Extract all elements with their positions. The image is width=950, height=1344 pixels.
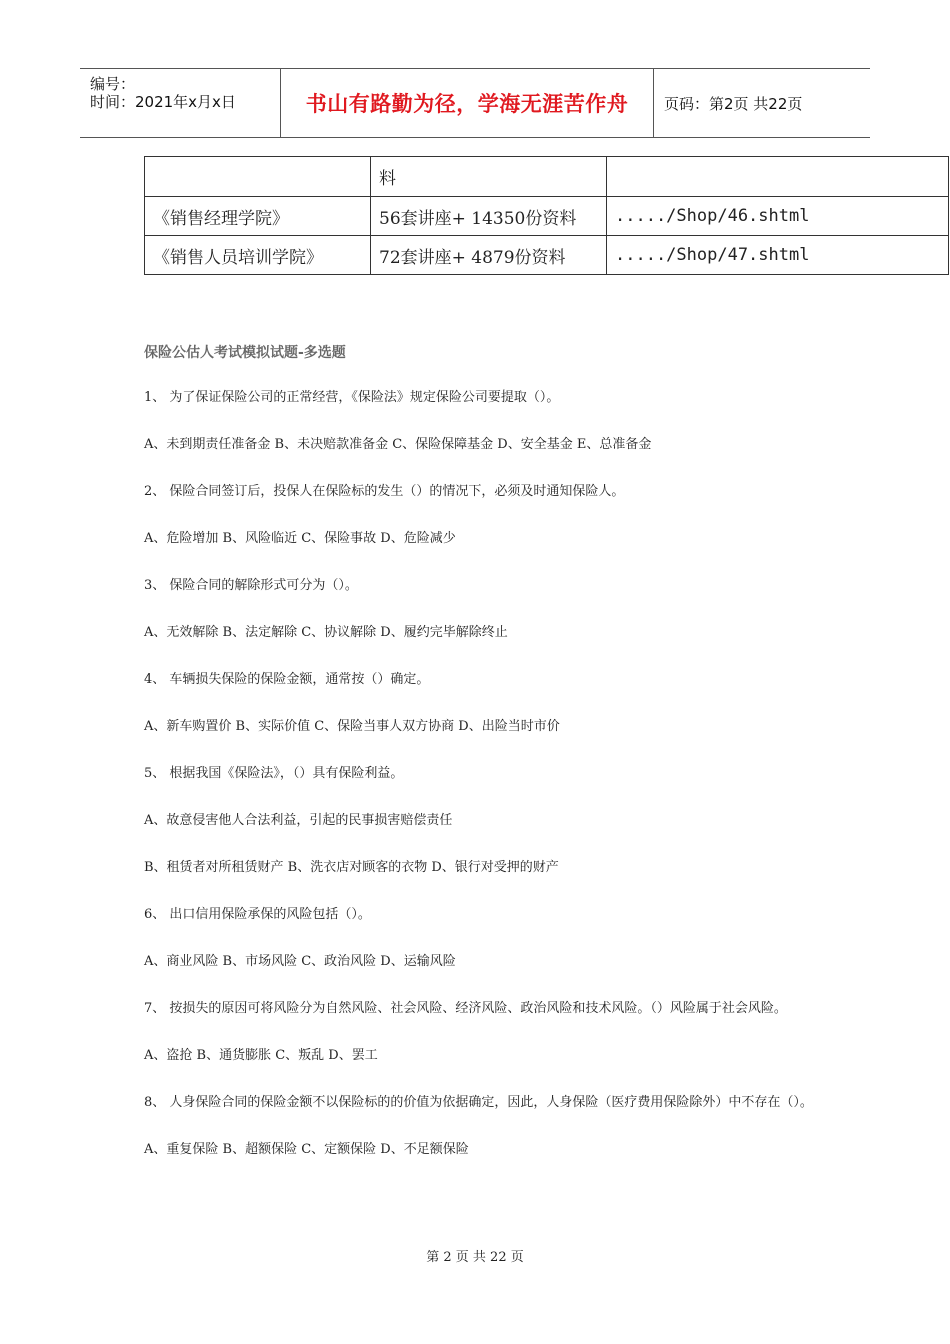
table-row	[145, 197, 949, 236]
options-5a: A、故意侵害他人合法利益，引起的民事损害赔偿责任	[144, 813, 453, 828]
page-header	[80, 68, 870, 138]
table-cell-desc: 72套讲座+ 4879份资料	[371, 236, 607, 275]
question-6: 6、 出口信用保险承保的风险包括（）。	[144, 907, 371, 922]
page-number-label: 页码：第2页 共22页	[664, 94, 803, 113]
options-4: A、新车购置价 B、实际价值 C、保险当事人双方协商 D、出险当时市价	[144, 719, 560, 734]
table-cell-name: 《销售经理学院》	[145, 197, 371, 236]
question-8: 8、 人身保险合同的保险金额不以保险标的的价值为依据确定，因此，人身保险（医疗费用保险除外）中不存在（）。	[144, 1095, 813, 1110]
options-2: A、危险增加 B、风险临近 C、保险事故 D、危险减少	[144, 531, 456, 546]
table-cell-desc: 料	[371, 157, 607, 197]
resource-table	[144, 156, 949, 275]
document-time-label: 时间：2021年x月x日	[90, 93, 236, 111]
options-7: A、盗抢 B、通货膨胀 C、叛乱 D、罢工	[144, 1048, 378, 1063]
document-number-label: 编号：	[90, 75, 136, 93]
table-cell-link[interactable]: ...../Shop/47.shtml	[607, 236, 949, 275]
question-4: 4、 车辆损失保险的保险金额，通常按（）确定。	[144, 672, 430, 687]
question-7: 7、 按损失的原因可将风险分为自然风险、社会风险、经济风险、政治风险和技术风险。（）风险属于社会风险。	[144, 1001, 787, 1016]
table-cell-name: 《销售人员培训学院》	[145, 236, 371, 275]
options-5b: B、租赁者对所租赁财产 B、洗衣店对顾客的衣物 D、银行对受押的财产	[144, 860, 559, 875]
header-motto-cell	[280, 69, 654, 137]
table-cell-desc: 56套讲座+ 14350份资料	[371, 197, 607, 236]
table-row	[145, 236, 949, 275]
table-cell-link[interactable]: ...../Shop/46.shtml	[607, 197, 949, 236]
question-1: 1、 为了保证保险公司的正常经营，《保险法》规定保险公司要提取（）。	[144, 390, 560, 405]
options-3: A、无效解除 B、法定解除 C、协议解除 D、履约完毕解除终止	[144, 625, 508, 640]
header-meta-cell	[80, 69, 280, 137]
document-body	[144, 344, 814, 1185]
table-cell-name	[145, 157, 371, 197]
header-page-cell	[654, 69, 870, 137]
question-3: 3、 保险合同的解除形式可分为（）。	[144, 578, 358, 593]
table-cell-link[interactable]	[607, 157, 949, 197]
section-title: 保险公估人考试模拟试题-多选题	[144, 345, 346, 361]
motto-text: 书山有路勤为径，学海无涯苦作舟	[305, 92, 629, 116]
options-8: A、重复保险 B、超额保险 C、定额保险 D、不足额保险	[144, 1142, 469, 1157]
question-2: 2、 保险合同签订后，投保人在保险标的发生（）的情况下，必须及时通知保险人。	[144, 484, 625, 499]
table-row	[145, 157, 949, 197]
question-5: 5、 根据我国《保险法》，（）具有保险利益。	[144, 766, 404, 781]
page-footer: 第 2 页 共 22 页	[426, 1250, 524, 1265]
options-6: A、商业风险 B、市场风险 C、政治风险 D、运输风险	[144, 954, 456, 969]
options-1: A、未到期责任准备金 B、未决赔款准备金 C、保险保障基金 D、安全基金 E、总准备金	[144, 437, 652, 452]
